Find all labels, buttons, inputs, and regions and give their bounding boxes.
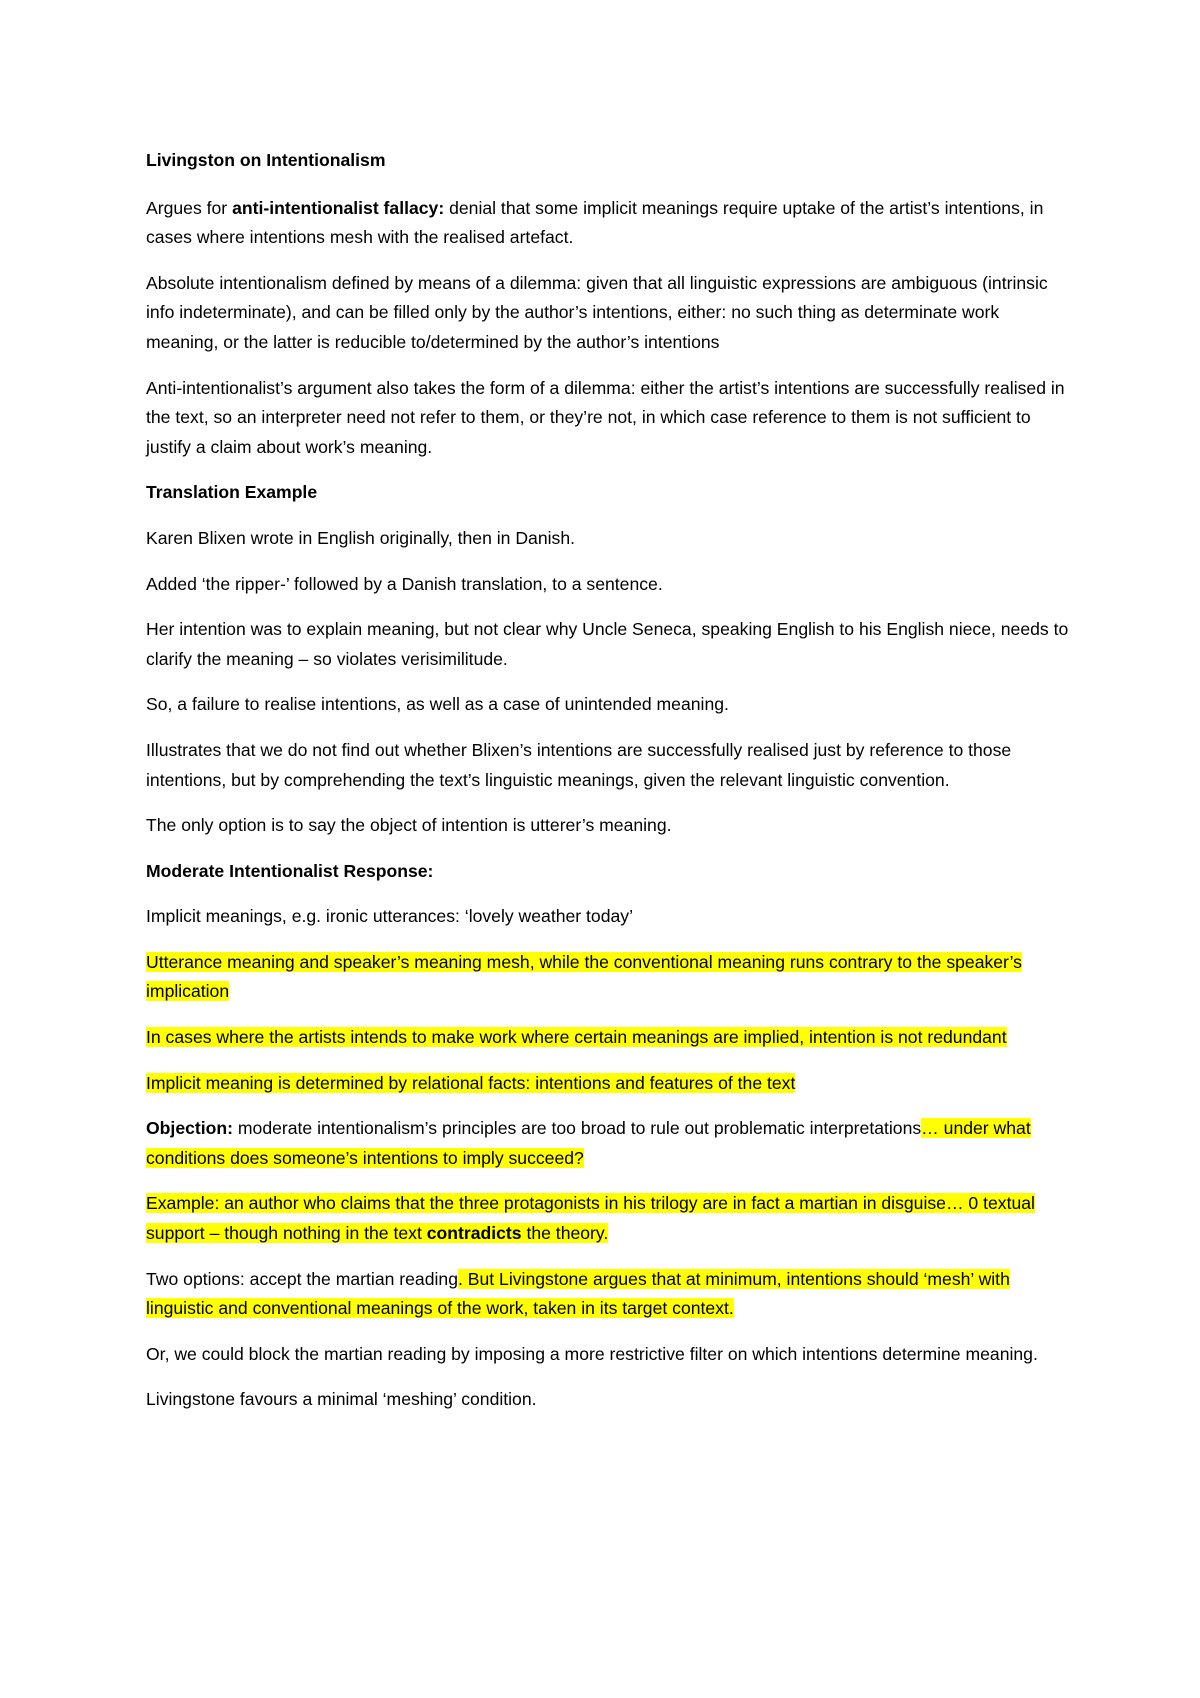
paragraph-two-options: Two options: accept the martian reading. But Livingstone argues that at minimum, intentions should ‘mesh’ with linguistic and conventional meanings of the work, taken in its target context. [146,1268,1010,1319]
paragraph-illustrates: Illustrates that we do not find out whether Blixen’s intentions are successfully realised just by reference to those intentions, but by comprehending the text’s linguistic meanings, given the relevant linguistic convention. [146,739,1012,790]
document-page [146,146,1076,1431]
paragraph-her-intention: Her intention was to explain meaning, but not clear why Uncle Seneca, speaking English to his English niece, needs to clarify the meaning – so violates verisimilitude. [146,619,1069,669]
paragraph-failure-to-realise: So, a failure to realise intentions, as well as a case of unintended meaning. [146,694,729,715]
paragraph-only-option: The only option is to say the object of intention is utterer’s meaning. [146,815,672,836]
document-title: Livingston on Intentionalism [146,150,386,170]
paragraph-meshing-condition: Livingstone favours a minimal ‘meshing’ condition. [146,1389,537,1410]
paragraph-absolute-intentionalism: Absolute intentionalism defined by means of a dilemma: given that all linguistic expressions are ambiguous (intrinsic info indeterminate), and can be filled only by the author’s intentions, either: no such thing as determinate work meaning, or the latter is reducible to/determined by the author’s intentions [146,272,1048,352]
paragraph-anti-intentionalist-argument: Anti-intentionalist’s argument also takes the form of a dilemma: either the artist’s intentions are successfully realised in the text, so an interpreter need not refer to them, or they’re not, in which case reference to them is not sufficient to justify a claim about work’s meaning. [146,377,1065,457]
highlighted-utterance-meaning: Utterance meaning and speaker’s meaning mesh, while the conventional meaning runs contrary to the speaker’s implication [146,951,1022,1002]
paragraph-block-martian-reading: Or, we could block the martian reading by imposing a more restrictive filter on which intentions determine meaning. [146,1343,1038,1364]
paragraph-anti-intentionalist-fallacy: Argues for anti-intentionalist fallacy: denial that some implicit meanings require uptake of the artist’s intentions, in cases where intentions mesh with the realised artefact. [146,197,1044,248]
paragraph-the-ripper: Added ‘the ripper-’ followed by a Danish translation, to a sentence. [146,573,663,594]
highlighted-artists-intends: In cases where the artists intends to make work where certain meanings are implied, intention is not redundant [146,1027,1007,1048]
highlighted-martian-example: Example: an author who claims that the three protagonists in his trilogy are in fact a martian in disguise… 0 textual support – though nothing in the text contradicts the theory. [146,1193,1035,1244]
paragraph-implicit-meanings: Implicit meanings, e.g. ironic utterances: ‘lovely weather today’ [146,906,633,927]
paragraph-objection: Objection: moderate intentionalism’s principles are too broad to rule out problematic interpretations… under what conditions does someone’s intentions to imply succeed? [146,1118,1031,1168]
heading-translation-example: Translation Example [146,482,318,503]
highlighted-relational-facts: Implicit meaning is determined by relational facts: intentions and features of the text [146,1072,796,1093]
heading-moderate-intentionalist-response: Moderate Intentionalist Response: [146,860,434,881]
paragraph-karen-blixen: Karen Blixen wrote in English originally, then in Danish. [146,527,575,548]
